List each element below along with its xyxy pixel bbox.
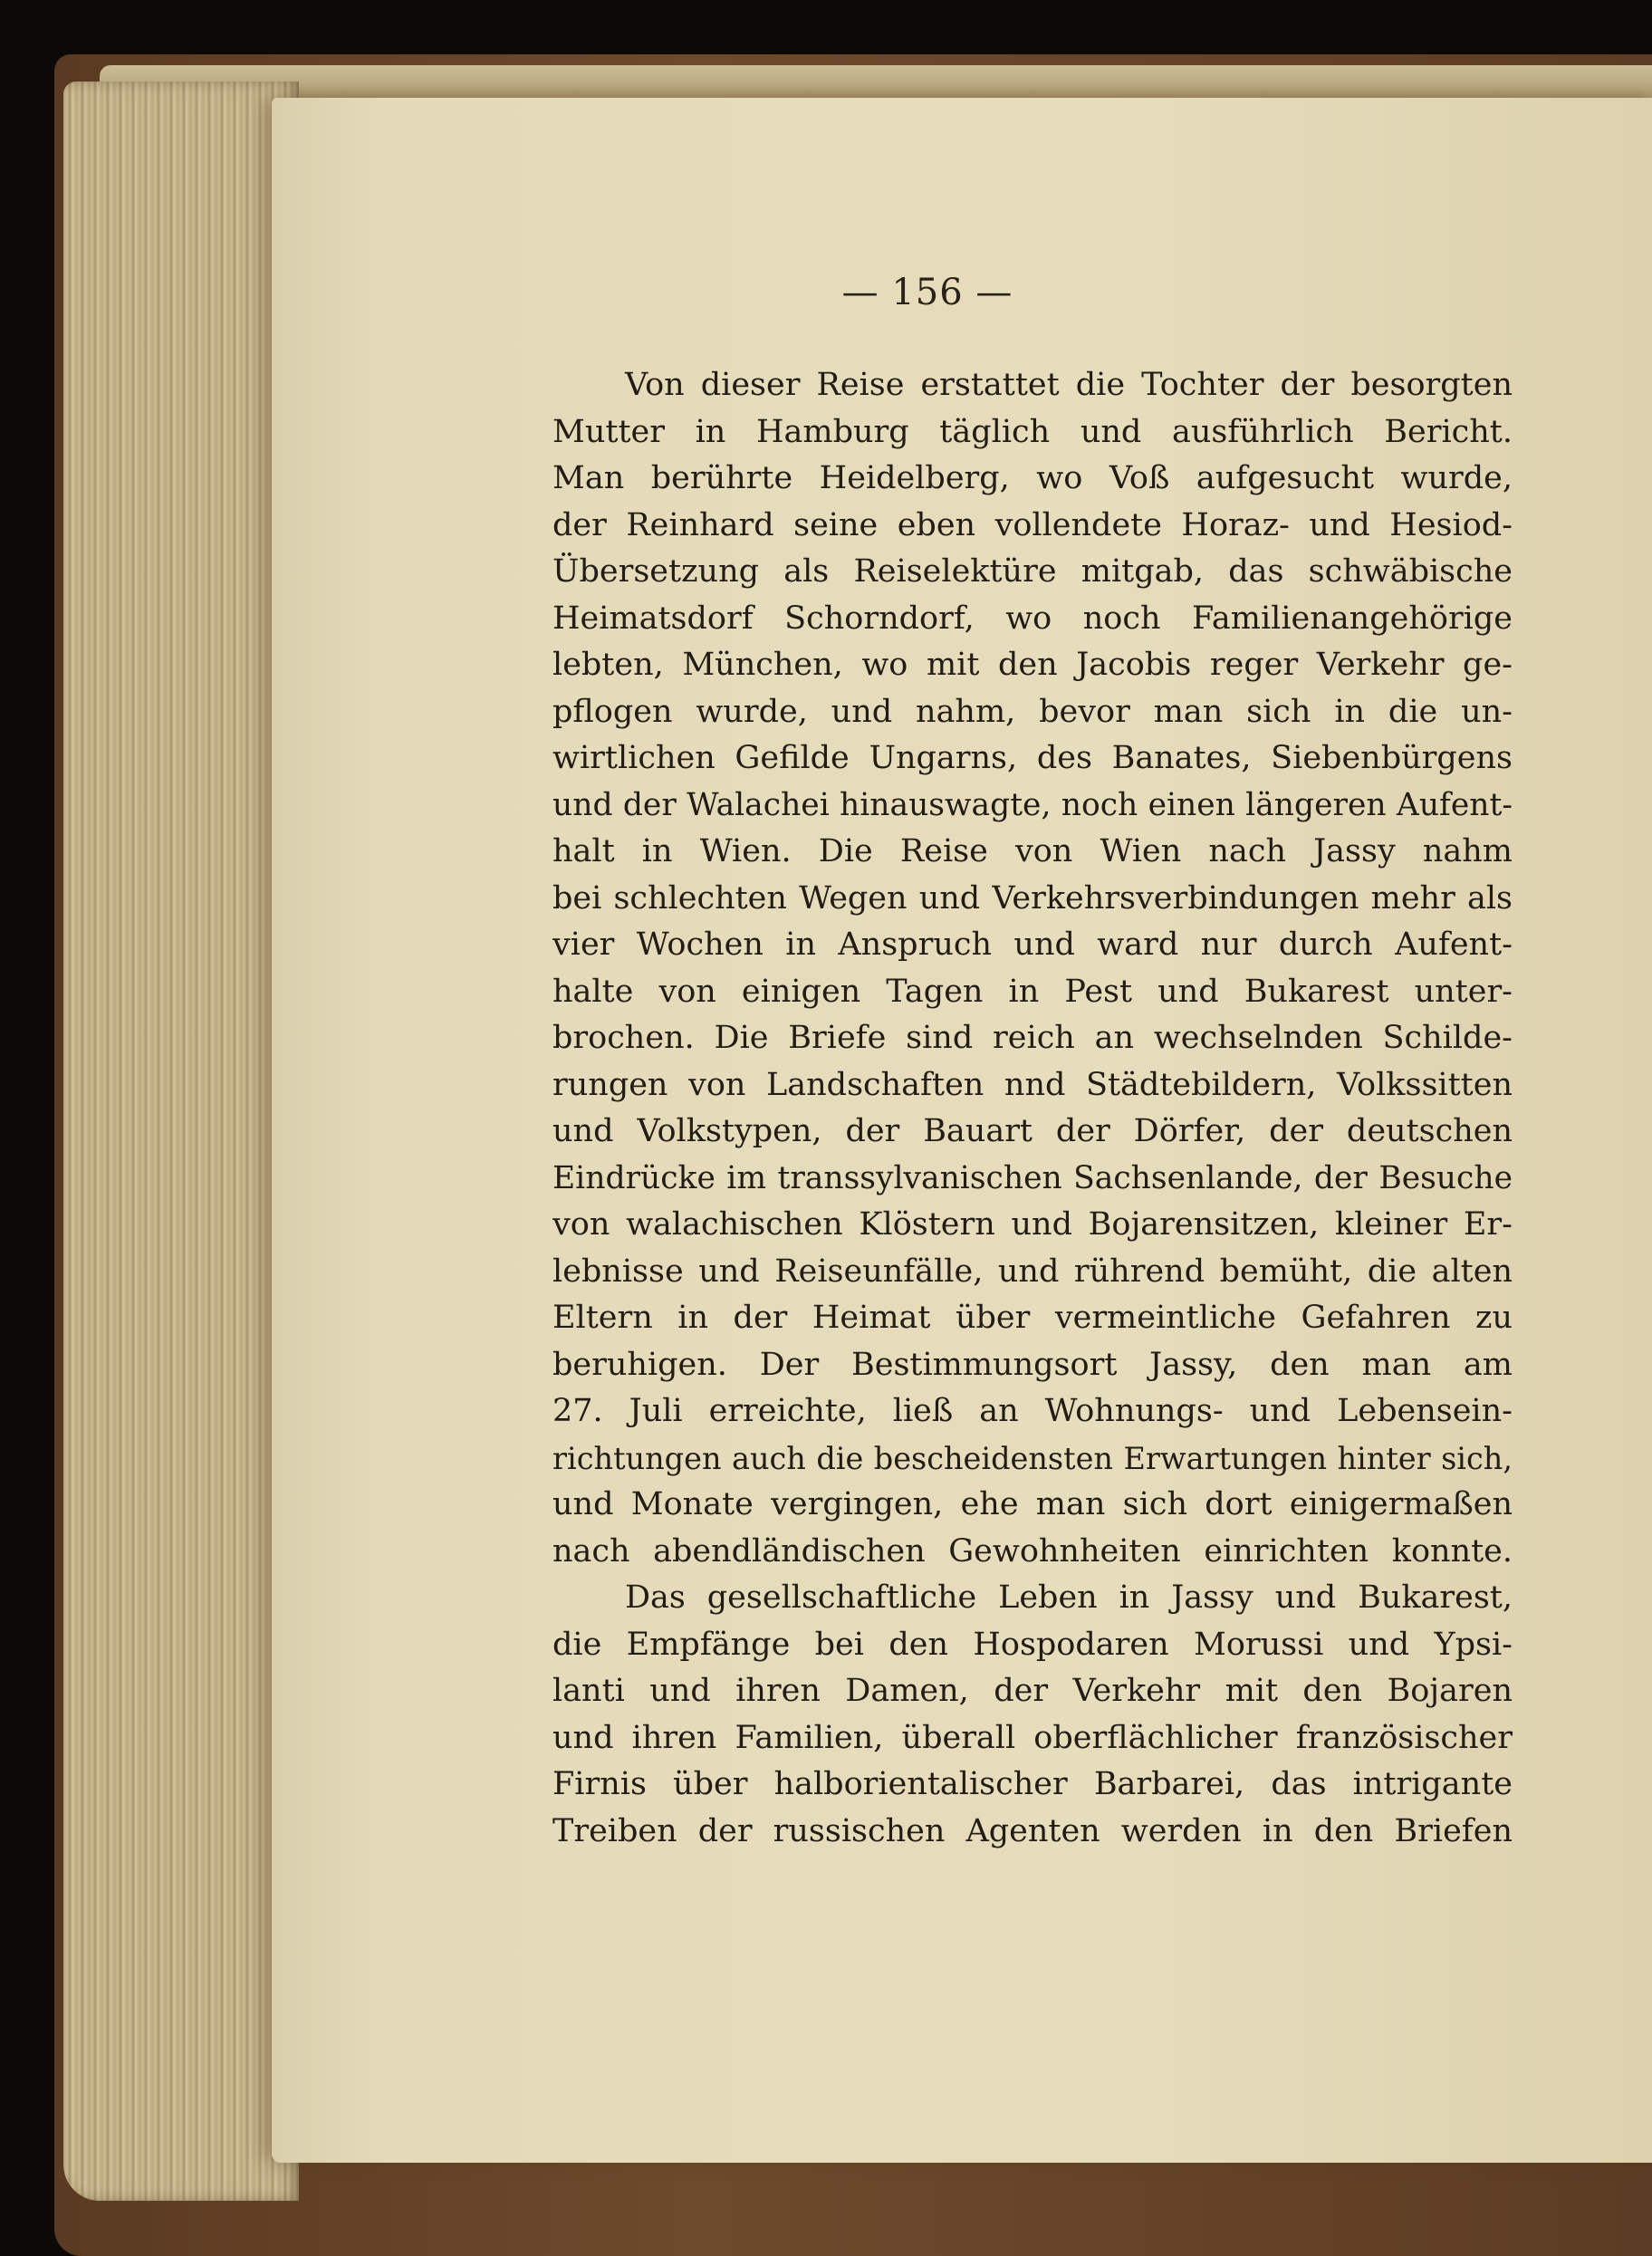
page-number: — 156 — <box>841 272 1013 313</box>
text-line: Heimatsdorf Schorndorf, wo noch Familienangehörige <box>552 600 1513 637</box>
text-line: von walachischen Klöstern und Bojarensitzen, kleiner Er- <box>552 1206 1513 1243</box>
text-line: pflogen wurde, und nahm, bevor man sich in die un- <box>552 693 1513 730</box>
text-line: Eltern in der Heimat über vermeintliche Gefahren zu <box>552 1300 1513 1336</box>
text-line: rungen von Landschaften nnd Städtebildern, Volkssitten <box>552 1066 1513 1103</box>
text-line: Man berührte Heidelberg, wo Voß aufgesucht wurde, <box>552 460 1513 496</box>
text-line: und ihren Familien, überall oberflächlicher französischer <box>552 1719 1513 1756</box>
page-top-edge <box>100 65 1652 101</box>
text-line: bei schlechten Wegen und Verkehrsverbindungen mehr als <box>552 879 1513 917</box>
text-line: 27. Juli erreichte, ließ an Wohnungs- und Lebensein- <box>552 1393 1513 1429</box>
text-line: und der Walachei hinauswagte, noch einen längeren Aufent- <box>552 786 1513 823</box>
text-line: der Reinhard seine eben vollendete Horaz- und Hesiod- <box>552 506 1513 543</box>
text-line: Mutter in Hamburg täglich und ausführlich Bericht. <box>552 413 1513 450</box>
stacked-page-edges <box>63 82 299 2201</box>
text-line: lebnisse und Reiseunfälle, und rührend bemüht, die alten <box>552 1253 1513 1290</box>
text-line: und Volkstypen, der Bauart der Dörfer, der deutschen <box>552 1113 1513 1149</box>
text-line: Eindrücke im transsylvanischen Sachsenlande, der Besuche <box>552 1159 1513 1196</box>
text-line: halte von einigen Tagen in Pest und Bukarest unter- <box>552 973 1513 1010</box>
text-line: vier Wochen in Anspruch und ward nur durch Aufent- <box>552 926 1513 963</box>
text-line: beruhigen. Der Bestimmungsort Jassy, den man am <box>552 1346 1513 1383</box>
text-line: die Empfänge bei den Hospodaren Morussi und Ypsi- <box>552 1626 1513 1663</box>
text-line: Übersetzung als Reiselektüre mitgab, das schwäbische <box>552 553 1513 590</box>
text-line: und Monate vergingen, ehe man sich dort einigermaßen <box>552 1486 1513 1522</box>
text-line: lebten, München, wo mit den Jacobis reger Verkehr ge- <box>552 647 1513 683</box>
text-line: halt in Wien. Die Reise von Wien nach Jassy nahm <box>552 833 1513 869</box>
text-line: Von dieser Reise erstattet die Tochter der besorgten <box>625 367 1513 403</box>
body-text <box>552 362 1513 1855</box>
text-line: brochen. Die Briefe sind reich an wechselnden Schilde- <box>552 1020 1513 1056</box>
text-line: wirtlichen Gefilde Ungarns, des Banates, Siebenbürgens <box>552 740 1513 776</box>
text-line: lanti und ihren Damen, der Verkehr mit den Bojaren <box>552 1673 1513 1709</box>
text-line: Treiben der russischen Agenten werden in den Briefen <box>552 1812 1513 1849</box>
text-line: Firnis über halborientalischer Barbarei, das intrigante <box>552 1766 1513 1802</box>
text-line: nach abendländischen Gewohnheiten einrichten konnte. <box>552 1532 1513 1570</box>
text-line: richtungen auch die bescheidensten Erwartungen hinter sich, <box>552 1440 1513 1476</box>
text-line: Das gesellschaftliche Leben in Jassy und Bukarest, <box>625 1579 1513 1616</box>
